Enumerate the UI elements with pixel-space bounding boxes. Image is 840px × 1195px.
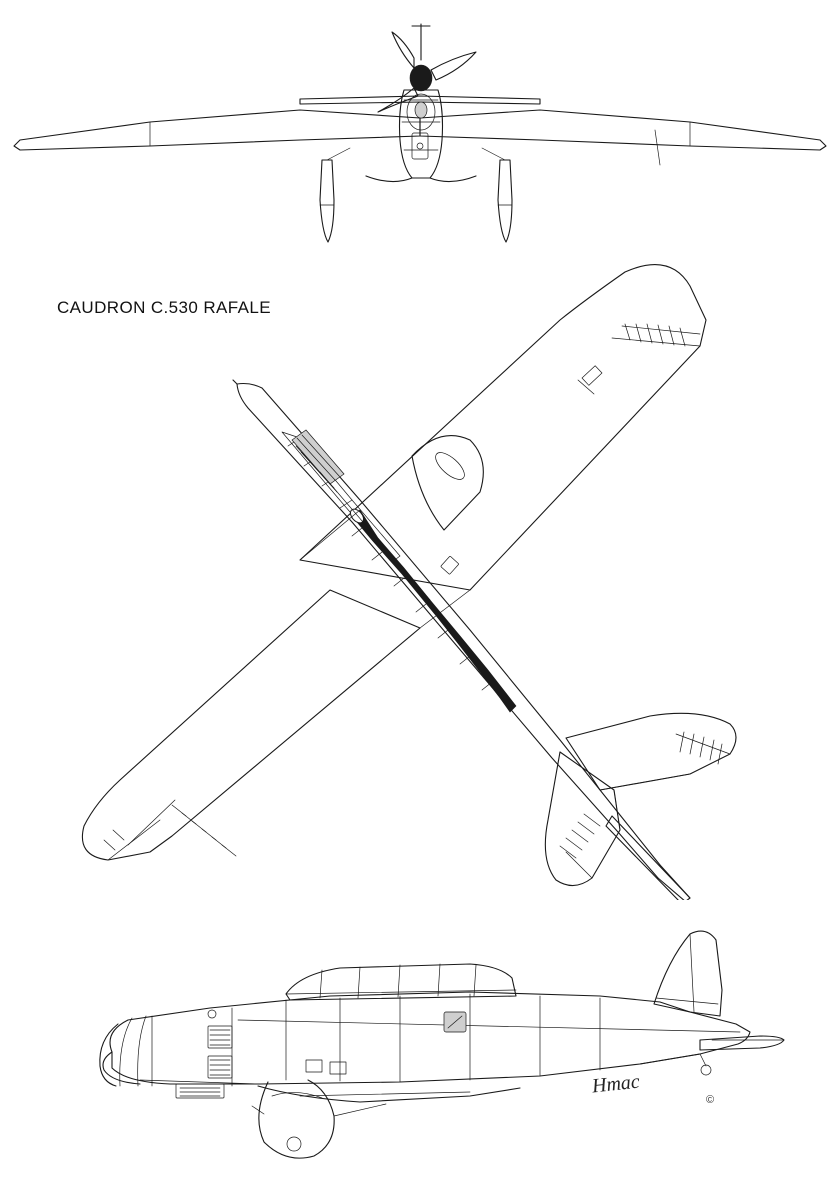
front-view	[0, 0, 840, 270]
copyright-icon: ©	[706, 1094, 715, 1106]
drawing-title: CAUDRON C.530 RAFALE	[57, 298, 271, 317]
plan-view	[0, 260, 840, 900]
side-view	[0, 920, 840, 1195]
artist-signature: Hmac	[590, 1070, 641, 1098]
